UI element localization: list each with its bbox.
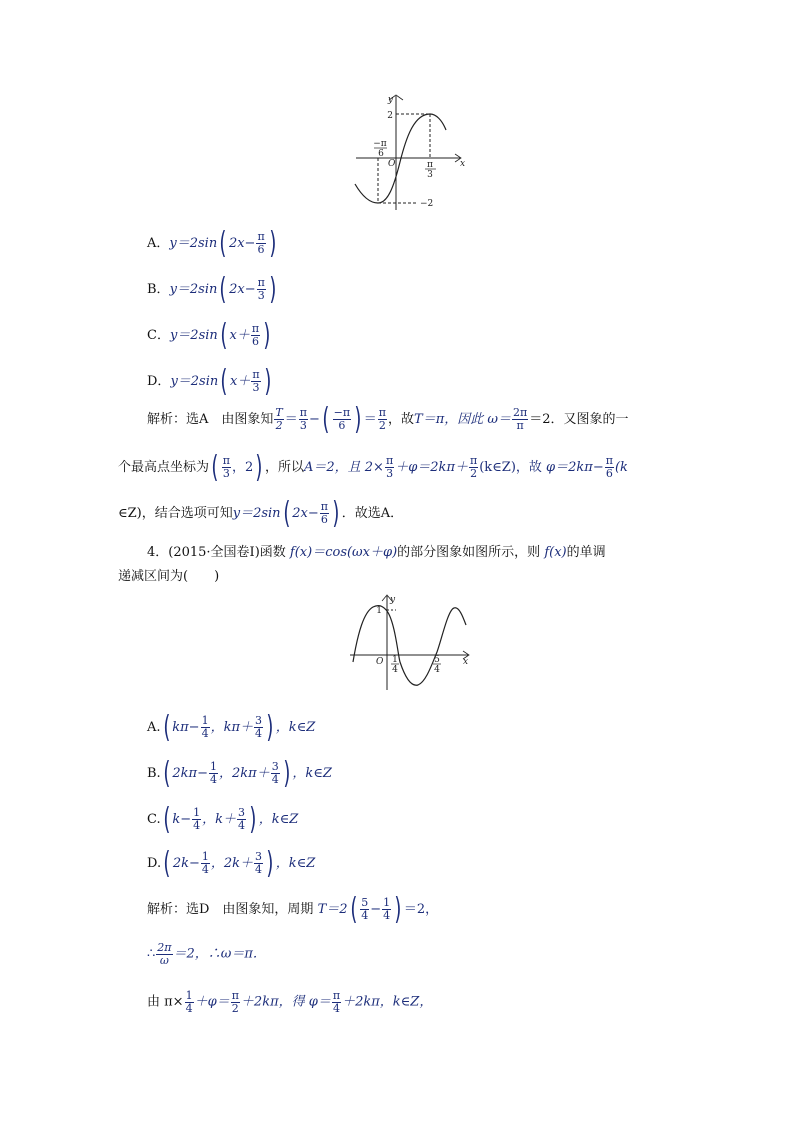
text: y＝2sin	[232, 506, 281, 521]
text: 解析：选D 由图象知，周期	[147, 902, 314, 917]
option-inner: 2x−	[228, 236, 256, 251]
minus: −	[308, 412, 320, 427]
solution1-line3	[118, 496, 794, 531]
text: ＋φ＝2kπ＋	[395, 460, 468, 475]
graph2-t1d: 4	[392, 665, 398, 675]
frac-n: 1	[201, 850, 209, 864]
solution2-line2	[147, 942, 794, 966]
frac-d: 3	[252, 381, 260, 394]
graph2-one: 1	[376, 606, 382, 616]
option-frac1	[201, 851, 210, 875]
text: (k	[614, 460, 628, 475]
frac-n: π	[605, 454, 613, 468]
frac-n: 1	[193, 806, 201, 820]
question4-line1	[147, 546, 794, 559]
text: 由 π×	[147, 994, 184, 1010]
option1-2	[147, 318, 794, 353]
frac-n: 5	[361, 896, 369, 910]
option-label: B.	[147, 766, 161, 781]
option-frac2	[254, 851, 263, 875]
paren-close: )	[354, 402, 362, 437]
option-b: ，2k＋	[210, 856, 254, 871]
frac-n: 3	[255, 850, 263, 864]
option-frac2	[271, 761, 280, 785]
frac-d: 4	[210, 773, 217, 786]
option-frac	[251, 369, 260, 393]
option-c: ，k∈Z	[292, 766, 332, 781]
option-frac	[257, 277, 266, 301]
text: T＝π，因此	[414, 412, 484, 427]
option-frac2	[254, 715, 263, 739]
paren-open: (	[220, 364, 228, 399]
frac-d: ω	[159, 953, 169, 967]
graph1-ymin: −2	[420, 199, 434, 209]
option-label: A.	[147, 720, 161, 735]
text: ω＝	[487, 412, 512, 427]
frac-n: π	[385, 454, 394, 468]
paren-close: )	[283, 756, 291, 791]
option-c: ，k∈Z	[275, 856, 316, 871]
solution1-line1	[147, 402, 794, 437]
graph1-x-label: x	[460, 159, 466, 169]
frac-d: 2	[470, 467, 478, 480]
paren-close: )	[263, 364, 271, 399]
option-b: ，kπ＋	[210, 720, 253, 735]
option2-0	[147, 710, 794, 745]
text: 4．(2015·全国卷Ⅰ)函数	[147, 545, 286, 560]
frac-d: 4	[271, 773, 279, 786]
frac-d: 3	[386, 467, 394, 480]
frac-d: 6	[257, 243, 265, 256]
option-label: C.	[147, 812, 161, 827]
option-label: C．	[147, 328, 170, 343]
text: 个最高点坐标为	[118, 460, 210, 475]
text: 的部分图象如图所示，则	[397, 545, 541, 560]
paren-open: (	[220, 318, 228, 353]
graph2-t2n: 5	[434, 655, 440, 665]
option-frac1	[192, 807, 201, 831]
frac-n: π	[252, 368, 260, 382]
paren-close: )	[266, 710, 274, 745]
option-a: k−	[172, 812, 192, 827]
option-inner: 2x−	[229, 282, 256, 297]
frac-d: 4	[332, 1001, 340, 1015]
frac-d: 6	[338, 419, 346, 432]
text: T＝2	[317, 902, 348, 917]
option-expr: y＝2sin	[169, 282, 218, 297]
frac-n: 3	[271, 760, 279, 774]
text: 2x−	[292, 506, 319, 521]
text: ＋φ＝	[194, 994, 230, 1010]
paren-open: (	[162, 710, 170, 745]
frac-d: π	[516, 419, 524, 432]
graph2-x-label: x	[463, 657, 469, 667]
paren-open: (	[163, 756, 171, 791]
text: ＋2kπ，k∈Z，	[342, 994, 433, 1010]
option-frac	[256, 231, 265, 255]
paren-open: (	[322, 402, 330, 437]
frac-n: 2π	[513, 406, 528, 420]
frac-n: π	[257, 276, 265, 290]
option-expr: y＝2sin	[170, 374, 219, 389]
eq: ＝	[363, 412, 377, 427]
option-frac1	[201, 715, 210, 739]
frac-n: π	[469, 454, 478, 468]
option-frac2	[237, 807, 246, 831]
frac-d: 3	[299, 419, 307, 432]
frac-n: π	[320, 500, 329, 514]
text: (k∈Z)，故	[479, 460, 542, 475]
paren-open: (	[162, 802, 170, 837]
text: A＝2，且 2×	[303, 460, 384, 475]
paren-close: )	[249, 802, 257, 837]
frac-d: 4	[255, 727, 262, 740]
graph1-tick-right-d: 3	[427, 170, 433, 180]
option-a: 2kπ−	[172, 766, 208, 781]
option-label: D．	[147, 374, 171, 389]
frac-d: 2	[275, 419, 283, 432]
text: ，故	[388, 412, 415, 427]
frac-d: 2	[231, 1001, 239, 1015]
frac-n: 1	[210, 760, 217, 774]
frac-n: 1	[201, 714, 209, 728]
option-label: B．	[147, 282, 170, 297]
paren-open: (	[282, 496, 290, 531]
paren-close: )	[266, 846, 274, 881]
option-a: 2k−	[172, 856, 200, 871]
text: ∴	[147, 946, 156, 962]
option-frac	[251, 323, 260, 347]
sine-graph-1	[350, 92, 470, 216]
frac-n: 1	[185, 989, 193, 1002]
frac-d: 3	[257, 289, 265, 302]
text: ．故选A．	[341, 506, 404, 521]
text: f(x)	[544, 545, 567, 560]
frac-n: π	[251, 322, 260, 336]
graph2-t2d: 4	[434, 665, 440, 675]
frac-d: 2	[378, 419, 386, 432]
frac-n: 3	[238, 806, 246, 820]
frac-d: 6	[251, 335, 259, 348]
frac-n: 2π	[157, 941, 172, 954]
text: ＋2kπ，得 φ＝	[240, 994, 331, 1010]
graph2-y-label: y	[390, 595, 396, 605]
option-label: A．	[147, 236, 170, 251]
paren-close: )	[263, 318, 271, 353]
frac-d: 4	[255, 863, 263, 876]
paren-close: )	[269, 226, 277, 261]
text: φ＝2kπ−	[546, 460, 604, 475]
option1-1	[147, 272, 794, 307]
option2-1	[147, 756, 794, 791]
frac-n: 3	[255, 714, 262, 728]
text: ＝2，∴ω＝π．	[173, 946, 266, 962]
frac-n: π	[222, 454, 230, 468]
option1-3	[147, 364, 794, 399]
frac-d: 4	[361, 909, 369, 922]
paren-close: )	[332, 496, 340, 531]
frac-d: 4	[383, 909, 391, 922]
question4-line2: 递减区间为( )	[118, 569, 220, 584]
option-expr: y＝2sin	[169, 236, 218, 251]
option2-3	[147, 846, 794, 881]
option-a: kπ−	[172, 720, 200, 735]
text: ，2	[231, 460, 254, 475]
cosine-graph-2	[348, 592, 474, 694]
frac-d: 4	[185, 1001, 193, 1015]
option-b: ，2kπ＋	[219, 766, 270, 781]
frac-n: π	[332, 989, 341, 1002]
option2-2	[147, 802, 794, 837]
text: ，所以	[264, 460, 304, 475]
text: 的单调	[566, 545, 606, 560]
graph1-tick-left-d: 6	[378, 149, 384, 159]
minus: −	[370, 902, 382, 917]
frac-n: π	[299, 406, 307, 420]
frac-d: 6	[320, 513, 328, 526]
graph1-tick-left-n: −π	[373, 139, 387, 149]
frac-n: −π	[333, 406, 351, 420]
graph2-t1n: 1	[392, 655, 398, 665]
option-label: D.	[147, 856, 162, 871]
paren-open: (	[219, 226, 227, 261]
paren-open: (	[219, 272, 227, 307]
option-inner: x＋	[229, 374, 251, 389]
option-c: ，k∈Z	[275, 720, 316, 735]
frac-d: 4	[193, 819, 201, 832]
graph1-tick-right-n: π	[427, 160, 433, 170]
frac-n: 1	[383, 896, 391, 910]
option1-0	[147, 226, 794, 261]
frac-d: 4	[201, 863, 209, 876]
solution1-line2	[118, 450, 794, 485]
frac-d: 4	[201, 727, 209, 740]
paren-open: (	[211, 450, 219, 485]
option-frac1	[209, 761, 218, 785]
paren-open: (	[163, 846, 171, 881]
text: f(x)＝cos(ωx＋φ)	[289, 545, 398, 560]
solution1-lead: 解析：选A 由图象知	[147, 412, 274, 427]
frac-n: π	[231, 989, 239, 1002]
frac-n: T	[275, 406, 283, 420]
text: ＝2，	[403, 902, 439, 917]
eq: ＝	[284, 412, 298, 427]
frac-n: π	[257, 230, 265, 244]
graph1-y-label: y	[387, 95, 393, 105]
graph1-origin: O	[388, 159, 396, 169]
solution2-line3	[147, 990, 794, 1014]
option-c: ，k∈Z	[258, 812, 299, 827]
text: ＝2．又图象的一	[529, 412, 629, 427]
paren-close: )	[394, 892, 402, 927]
frac-d: 6	[605, 467, 613, 480]
paren-close: )	[255, 450, 263, 485]
frac-d: 4	[238, 819, 246, 832]
option-inner: x＋	[229, 328, 250, 343]
text: ∈Z)，结合选项可知	[118, 506, 233, 521]
frac-d: 3	[222, 467, 230, 480]
option-b: ，k＋	[202, 812, 237, 827]
graph1-ymax: 2	[387, 111, 393, 121]
option-expr: y＝2sin	[169, 328, 218, 343]
paren-open: (	[349, 892, 357, 927]
graph2-origin: O	[376, 657, 384, 667]
paren-close: )	[269, 272, 277, 307]
frac-n: π	[378, 406, 387, 420]
solution2-line1	[147, 892, 794, 927]
